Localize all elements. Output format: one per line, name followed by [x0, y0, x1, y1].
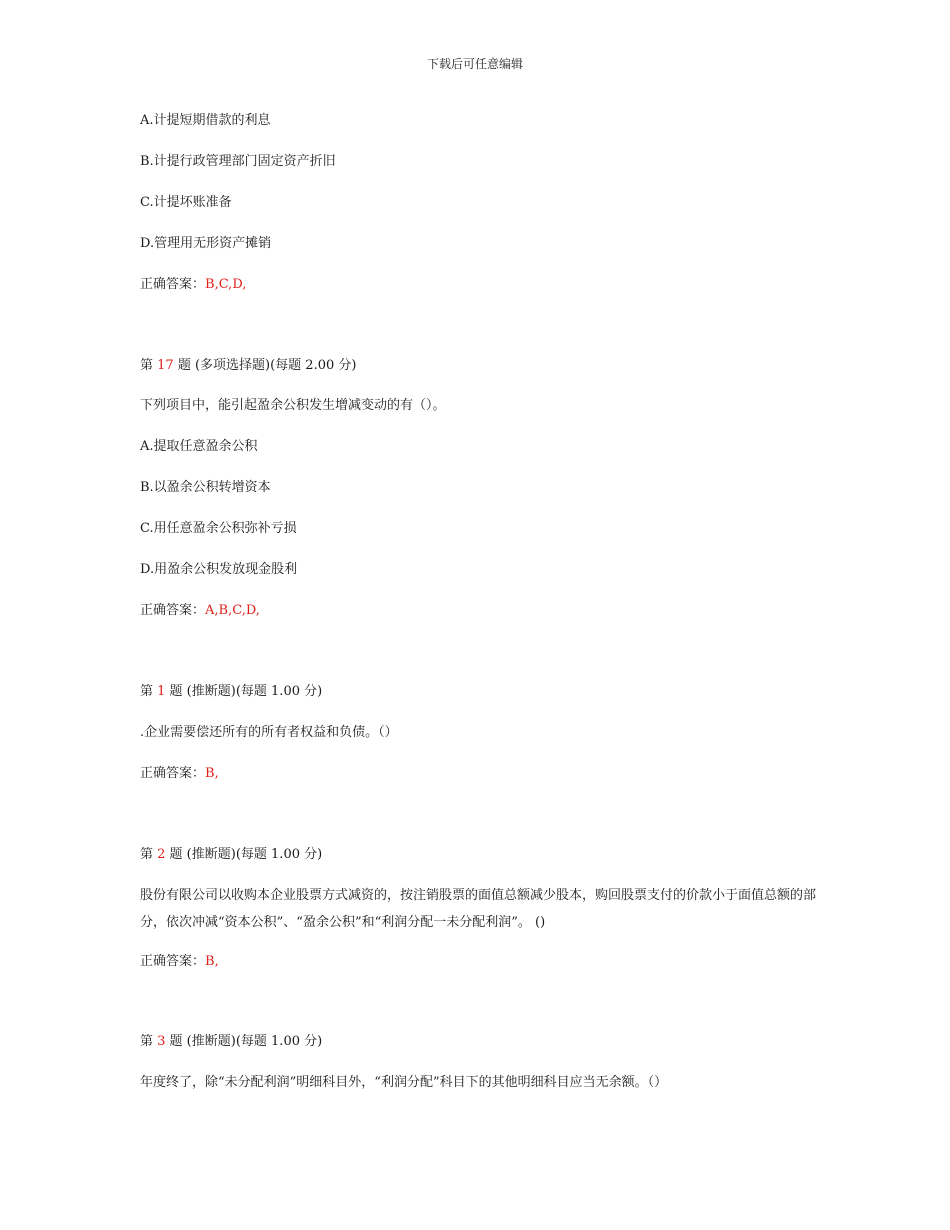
option-b: B.计提行政管理部门固定资产折旧 [140, 154, 336, 169]
question-type: 题 (推断题)(每题 1.00 分) [165, 847, 323, 862]
question-title [140, 1034, 322, 1050]
answer-label: 正确答案： [140, 766, 206, 781]
question-prefix: 第 [140, 358, 158, 373]
answer-label: 正确答案： [140, 277, 206, 292]
question-prefix: 第 [140, 1034, 158, 1049]
option-d: D.管理用无形资产摊销 [140, 236, 272, 251]
question-prefix: 第 [140, 847, 158, 862]
option-c: C.用任意盈余公积弥补亏损 [140, 521, 297, 536]
question-type: 题 (多项选择题)(每题 2.00 分) [173, 358, 357, 373]
question-title [140, 847, 322, 863]
question-number: 1 [157, 684, 166, 699]
question-stem: 股份有限公司以收购本企业股票方式减资的，按注销股票的面值总额减少股本，购回股票支付的价款小于面值总额的部分，依次冲减“资本公积”、“盈余公积”和“利润分配一未分配利润”。 () [140, 888, 817, 930]
question-title [140, 358, 356, 374]
option-d: D.用盈余公积发放现金股利 [140, 562, 298, 577]
question-number: 2 [157, 847, 166, 862]
question-number: 17 [157, 358, 174, 373]
page-header: 下载后可任意编辑 [426, 57, 523, 71]
question-type: 题 (推断题)(每题 1.00 分) [165, 1034, 323, 1049]
question-stem: 下列项目中，能引起盈余公积发生增减变动的有（）。 [140, 398, 446, 413]
question-stem: 年度终了，除“未分配利润”明细科目外，“利润分配”科目下的其他明细科目应当无余额。（） [140, 1075, 668, 1090]
question-type: 题 (推断题)(每题 1.00 分) [165, 684, 323, 699]
answer-label: 正确答案： [140, 954, 206, 969]
answer-value: B, [205, 766, 219, 781]
question-stem: .企业需要偿还所有的所有者权益和负债。（） [140, 725, 398, 740]
answer-label: 正确答案： [140, 603, 206, 618]
answer-line [140, 277, 246, 293]
option-c: C.计提坏账准备 [140, 195, 232, 210]
answer-line [140, 766, 219, 782]
option-b: B.以盈余公积转增资本 [140, 480, 271, 495]
option-a: A.计提短期借款的利息 [140, 113, 271, 128]
question-prefix: 第 [140, 684, 158, 699]
answer-line [140, 954, 219, 970]
question-number: 3 [157, 1034, 166, 1049]
answer-value: B,C,D, [205, 277, 247, 292]
answer-value: B, [205, 954, 219, 969]
option-a: A.提取任意盈余公积 [140, 439, 258, 454]
question-title [140, 684, 322, 700]
answer-value: A,B,C,D, [205, 603, 260, 618]
answer-line [140, 603, 260, 619]
